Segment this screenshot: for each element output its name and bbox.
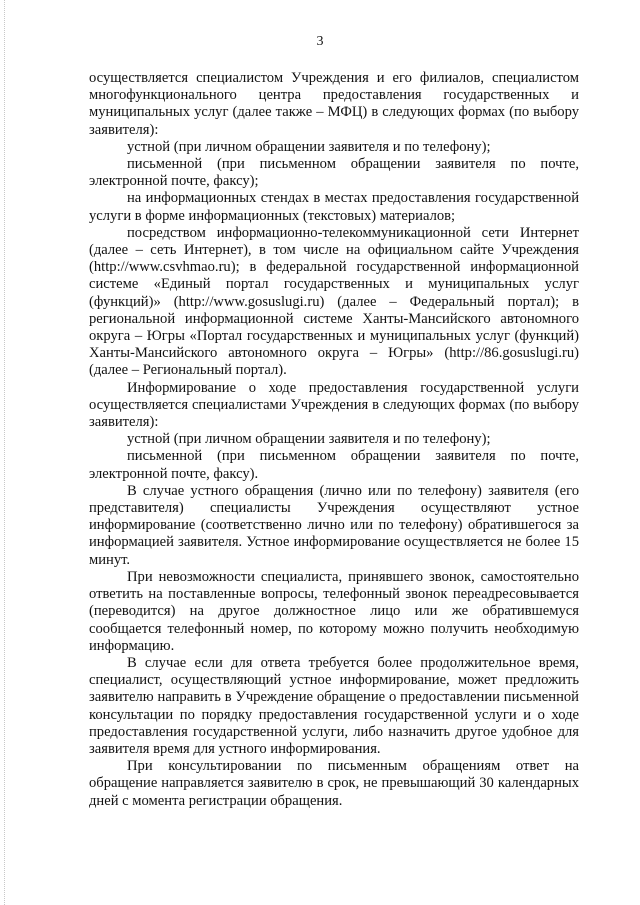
paragraph-12: При консультировании по письменным обращениям ответ на обращение направляется заявителю в срок, не превышающий 30 календарных дней с момента регистрации обращения. <box>89 758 579 809</box>
paragraph-7: устной (при личном обращении заявителя и по телефону); <box>127 431 491 448</box>
paragraph-3: письменной (при письменном обращении заявителя по почте, электронной почте, факсу); <box>89 156 579 190</box>
page-number: 3 <box>316 34 324 49</box>
body-text <box>89 70 579 810</box>
paragraph-2: устной (при личном обращении заявителя и по телефону); <box>127 138 491 155</box>
paragraph-1: осуществляется специалистом Учреждения и его филиалов, специалистом многофункционального центра предоставления государственных и муниципальных услуг (далее также – МФЦ) в следующих формах (по выбору заявителя): <box>89 70 579 138</box>
paragraph-11: В случае если для ответа требуется более продолжительное время, специалист, осуществляющий устное информирование, может предложить заявителю направить в Учреждение обращение о предоставлении письменной консультации по порядку предоставления государственной услуги и о ходе предоставления государственной услуги, либо назначить другое удобное для заявителя время для устного информирования. <box>89 654 579 757</box>
scan-edge <box>4 0 6 905</box>
paragraph-9: В случае устного обращения (лично или по телефону) заявителя (его представителя) специалисты Учреждения осуществляют устное информирование (соответственно лично или по телефону) обратившегося за информацией заявителя. Устное информирование осуществляется не более 15 минут. <box>89 482 579 568</box>
paragraph-8: письменной (при письменном обращении заявителя по почте, электронной почте, факсу). <box>89 448 579 482</box>
paragraph-10: При невозможности специалиста, принявшего звонок, самостоятельно ответить на поставленные вопросы, телефонный звонок переадресовывается (переводится) на другое должностное лицо или же обратившемуся сообщается телефонный номер, по которому можно получить необходимую информацию. <box>89 568 579 654</box>
paragraph-4: на информационных стендах в местах предоставления государственной услуги в форме информационных (текстовых) материалов; <box>89 190 579 224</box>
paragraph-6: Информирование о ходе предоставления государственной услуги осуществляется специалистами Учреждения в следующих формах (по выбору заявителя): <box>89 379 579 431</box>
paragraph-5: посредством информационно-телекоммуникационной сети Интернет (далее – сеть Интернет), в том числе на официальном сайте Учреждения (http://www.csvhmao.ru); в федеральной государственной информационной системе «Единый портал государственных и муниципальных услуг (функций)» (http://www.gosuslugi.ru) (далее – Федеральный портал); в региональной информационной системе Ханты-Мансийского автономного округа – Югры «Портал государственных и муниципальных услуг (функций) Ханты-Мансийского автономного округа – Югры» (http://86.gosuslugi.ru) (далее – Региональный портал). <box>89 224 579 379</box>
